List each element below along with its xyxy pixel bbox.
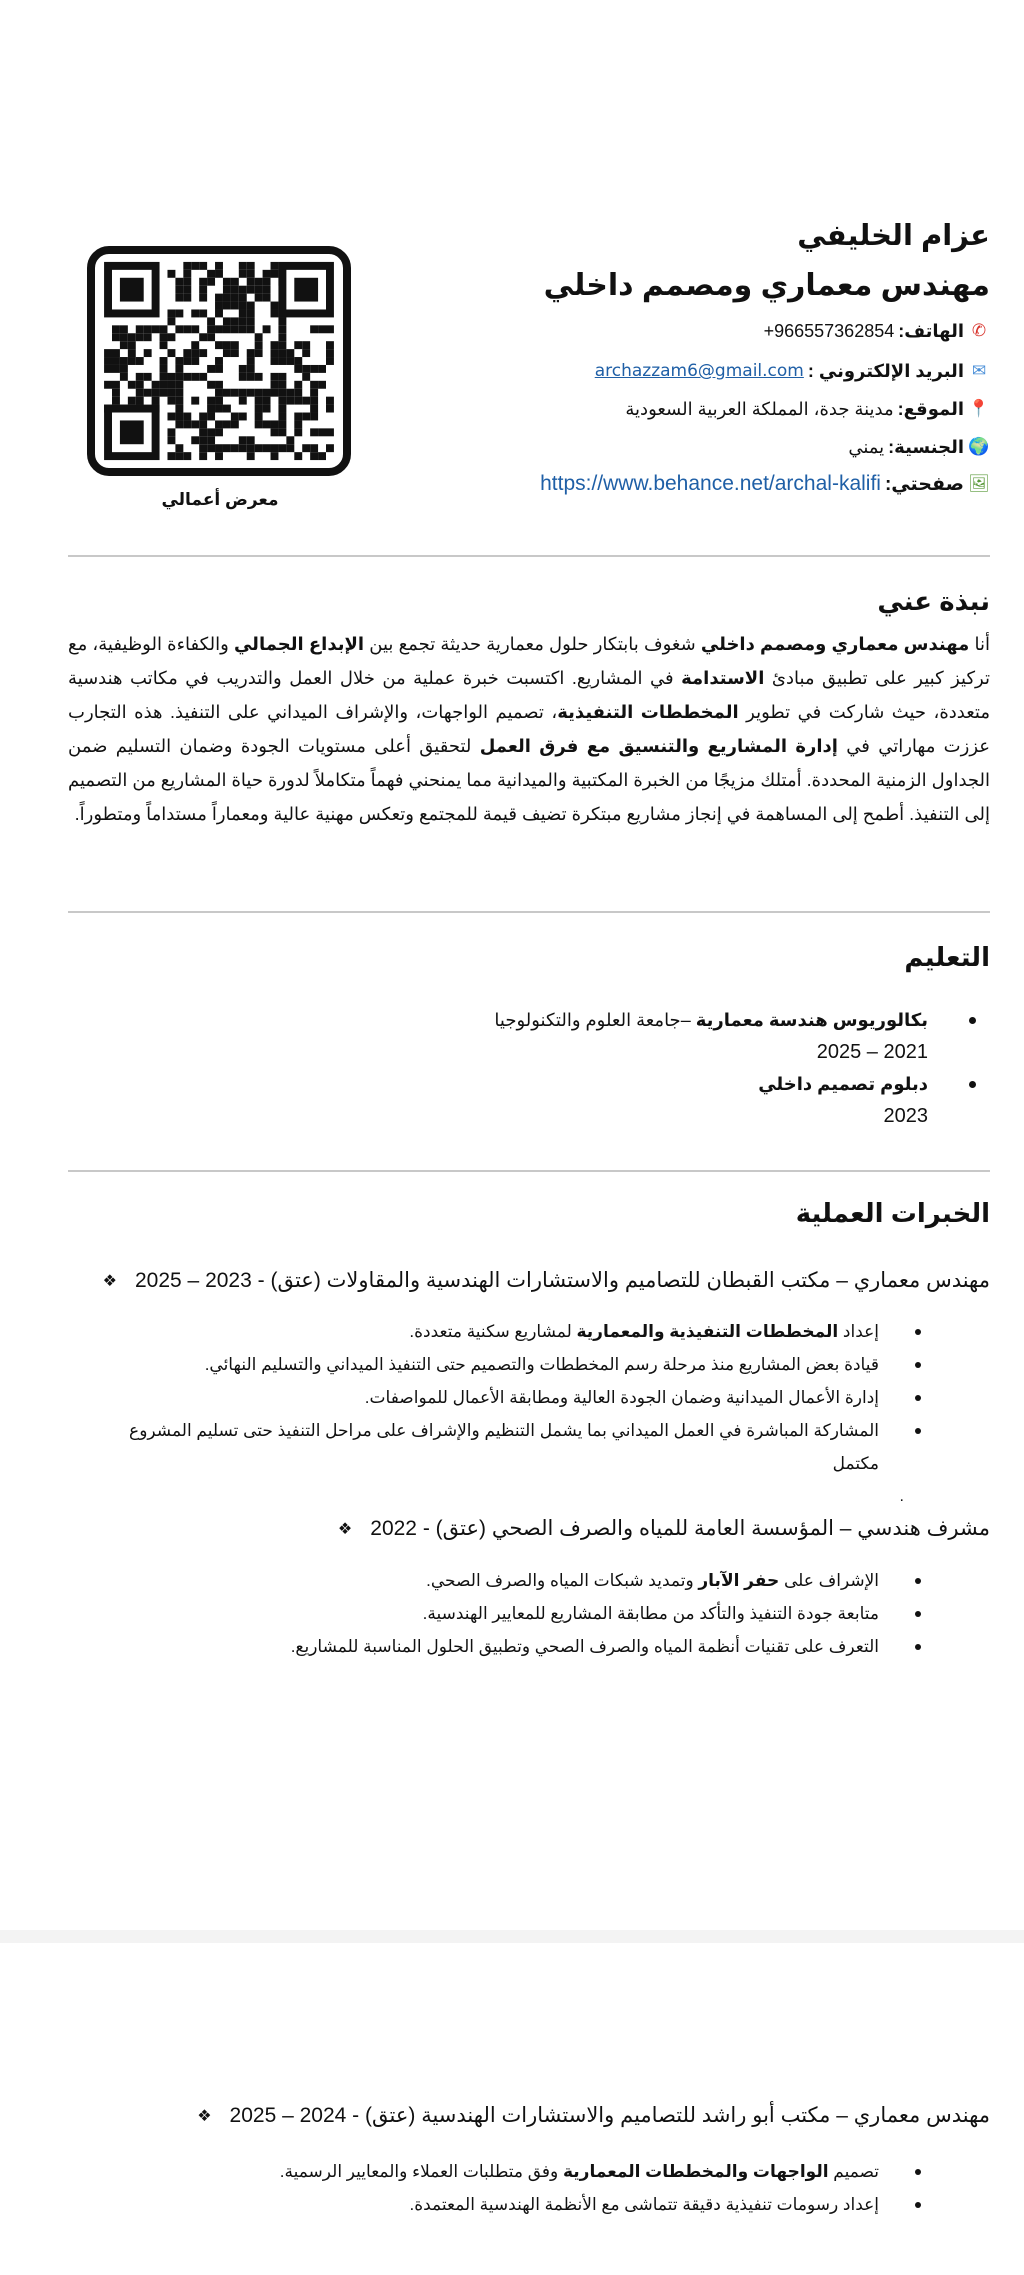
job-title: مهندس معماري – مكتب أبو راشد للتصاميم والاستشارات الهندسية (عتق) - 2024 – 2025 bbox=[229, 2104, 990, 2127]
school: –جامعة العلوم والتكنولوجيا bbox=[494, 1010, 696, 1030]
job-bullet-item bbox=[109, 1381, 929, 1414]
job-header bbox=[103, 1268, 990, 1293]
job-bullets bbox=[109, 1315, 929, 1480]
candidate-name: عزام الخليفي bbox=[797, 220, 990, 252]
text: التعرف على تقنيات أنظمة المياه والصرف الصحي وتطبيق الحلول المناسبة للمشاريع. bbox=[290, 1637, 879, 1656]
bold-text: الاستدامة bbox=[681, 668, 765, 688]
job-bullet-item bbox=[109, 1414, 929, 1480]
degree: دبلوم تصميم داخلي bbox=[758, 1074, 928, 1094]
about-heading: نبذة عني bbox=[877, 586, 990, 616]
bold-text: الواجهات والمخططات المعمارية bbox=[562, 2162, 829, 2181]
qr-pattern bbox=[95, 254, 343, 468]
behance-link[interactable]: https://www.behance.net/archal-kalifi bbox=[540, 472, 881, 495]
contact-portfolio bbox=[540, 472, 990, 496]
contact-label: الجنسية: bbox=[888, 436, 964, 457]
text: في المشاريع. اكتسبت خبرة عملية من خلال العمل والتدريب في مكاتب هندسية متعددة، حيث شاركت في تطوير bbox=[68, 668, 990, 722]
job-bullet-item bbox=[109, 1630, 929, 1663]
bold-text: المخططات التنفيذية bbox=[557, 702, 739, 722]
job-bullet-item bbox=[109, 1597, 929, 1630]
job-header bbox=[338, 1516, 990, 1541]
nationality-value: يمني bbox=[848, 436, 885, 457]
job-bullet-item bbox=[109, 2155, 929, 2188]
email-link[interactable]: archazzam6@gmail.com bbox=[594, 361, 804, 381]
bold-text: مهندس معماري ومصمم داخلي bbox=[700, 634, 970, 654]
contact-email bbox=[595, 360, 990, 382]
text: والكفاءة الوظيفية، مع تركيز كبير على تطبيق مبادئ bbox=[68, 634, 990, 688]
job-title: مهندس معماري – مكتب القبطان للتصاميم والاستشارات الهندسية والمقاولات (عتق) - 2023 – 2025 bbox=[135, 1269, 990, 1292]
diamond-bullet-icon: ❖ bbox=[197, 2107, 212, 2125]
text: إعداد رسومات تنفيذية دقيقة تتماشى مع الأنظمة الهندسية المعتمدة. bbox=[409, 2195, 879, 2214]
contact-label: صفحتي: bbox=[884, 473, 964, 495]
job-header bbox=[197, 2103, 990, 2128]
bold-text: حفر الآبار bbox=[698, 1571, 780, 1590]
job-bullet-item bbox=[109, 2188, 929, 2221]
text: تصميم bbox=[828, 2162, 879, 2181]
years: 2021 – 2025 bbox=[816, 1041, 928, 1063]
experience-heading: الخبرات العملية bbox=[795, 1198, 990, 1228]
phone-icon: ✆ bbox=[971, 321, 987, 340]
job-title: مشرف هندسي – المؤسسة العامة للمياه والصرف الصحي (عتق) - 2022 bbox=[370, 1517, 990, 1540]
text: الإشراف على bbox=[779, 1571, 879, 1590]
stray-dot: . bbox=[899, 1488, 904, 1505]
envelope-icon: ✉ bbox=[971, 361, 987, 380]
text: وفق متطلبات العملاء والمعايير الرسمية. bbox=[279, 2162, 563, 2181]
pin-icon: 📍 bbox=[968, 399, 990, 418]
diamond-bullet-icon: ❖ bbox=[102, 1272, 117, 1290]
education-heading: التعليم bbox=[904, 942, 990, 972]
text: المشاركة المباشرة في العمل الميداني بما يشمل التنظيم والإشراف على مراحل التنفيذ حتى تسليم المشروع مكتمل bbox=[129, 1421, 879, 1473]
contact-nationality bbox=[848, 436, 990, 458]
education-list bbox=[288, 1004, 988, 1132]
qr-caption: معرض أعمالي bbox=[161, 490, 279, 509]
contact-label: الموقع: bbox=[897, 398, 964, 419]
text: لمشاريع سكنية متعددة. bbox=[409, 1322, 577, 1341]
education-item bbox=[288, 1068, 988, 1132]
contact-label: البريد الإلكتروني : bbox=[807, 360, 964, 381]
location-value: مدينة جدة، المملكة العربية السعودية bbox=[625, 398, 894, 419]
bold-text: المخططات التنفيذية والمعمارية bbox=[576, 1322, 839, 1341]
text: ، تصميم الواجهات، والإشراف الميداني على التنفيذ. هذه التجارب عززت مهاراتي في bbox=[68, 702, 990, 756]
contact-phone bbox=[764, 320, 990, 342]
globe-icon: 🌍 bbox=[968, 437, 990, 456]
text: وتمديد شبكات المياه والصرف الصحي. bbox=[426, 1571, 699, 1590]
job-bullet-item bbox=[109, 1564, 929, 1597]
text: إعداد bbox=[838, 1322, 879, 1341]
bold-text: إدارة المشاريع والتنسيق مع فرق العمل bbox=[479, 736, 838, 756]
diamond-bullet-icon: ❖ bbox=[337, 1520, 353, 1538]
contact-location bbox=[625, 398, 990, 420]
years: 2023 bbox=[883, 1105, 928, 1127]
text: إدارة الأعمال الميدانية وضمان الجودة العالية ومطابقة الأعمال للمواصفات. bbox=[364, 1388, 879, 1407]
education-item bbox=[288, 1004, 988, 1068]
degree: بكالوريوس هندسة معمارية bbox=[695, 1010, 928, 1030]
job-bullets bbox=[109, 1564, 929, 1663]
candidate-title: مهندس معماري ومصمم داخلي bbox=[543, 269, 990, 302]
text: قيادة بعض المشاريع منذ مرحلة رسم المخططات والتصميم حتى التنفيذ الميداني والتسليم النهائي. bbox=[204, 1355, 879, 1374]
job-bullet-item bbox=[109, 1315, 929, 1348]
text: شغوف بابتكار حلول معمارية حديثة تجمع بين bbox=[364, 634, 701, 654]
job-bullet-item bbox=[109, 1348, 929, 1381]
divider bbox=[68, 1170, 990, 1172]
phone-value: +966557362854 bbox=[763, 320, 895, 341]
divider bbox=[68, 555, 990, 557]
picture-icon: 🖼 bbox=[968, 474, 990, 493]
text: متابعة جودة التنفيذ والتأكد من مطابقة المشاريع للمعايير الهندسية. bbox=[422, 1604, 879, 1623]
qr-code[interactable] bbox=[87, 246, 351, 476]
bold-text: الإبداع الجمالي bbox=[233, 634, 365, 654]
page-break bbox=[0, 1930, 1024, 1943]
text: لتحقيق أعلى مستويات الجودة وضمان التسليم ضمن الجداول الزمنية المحددة. أمتلك مزيجًا من الخبرة المكتبية والميدانية مما يمنحني فهماً متكاملاً لدورة حياة المشاريع من التصميم إلى التنفيذ. أطمح إلى المساهمة في إنجاز مشاريع مبتكرة تضيف قيمة للمجتمع وتعكس مهنية عالية ومعماراً مستداماً ومتطوراً. bbox=[68, 736, 991, 824]
job-bullets bbox=[109, 2155, 929, 2221]
text: أنا bbox=[969, 634, 990, 654]
about-paragraph bbox=[68, 627, 990, 831]
divider bbox=[68, 911, 990, 913]
contact-label: الهاتف: bbox=[898, 320, 964, 341]
